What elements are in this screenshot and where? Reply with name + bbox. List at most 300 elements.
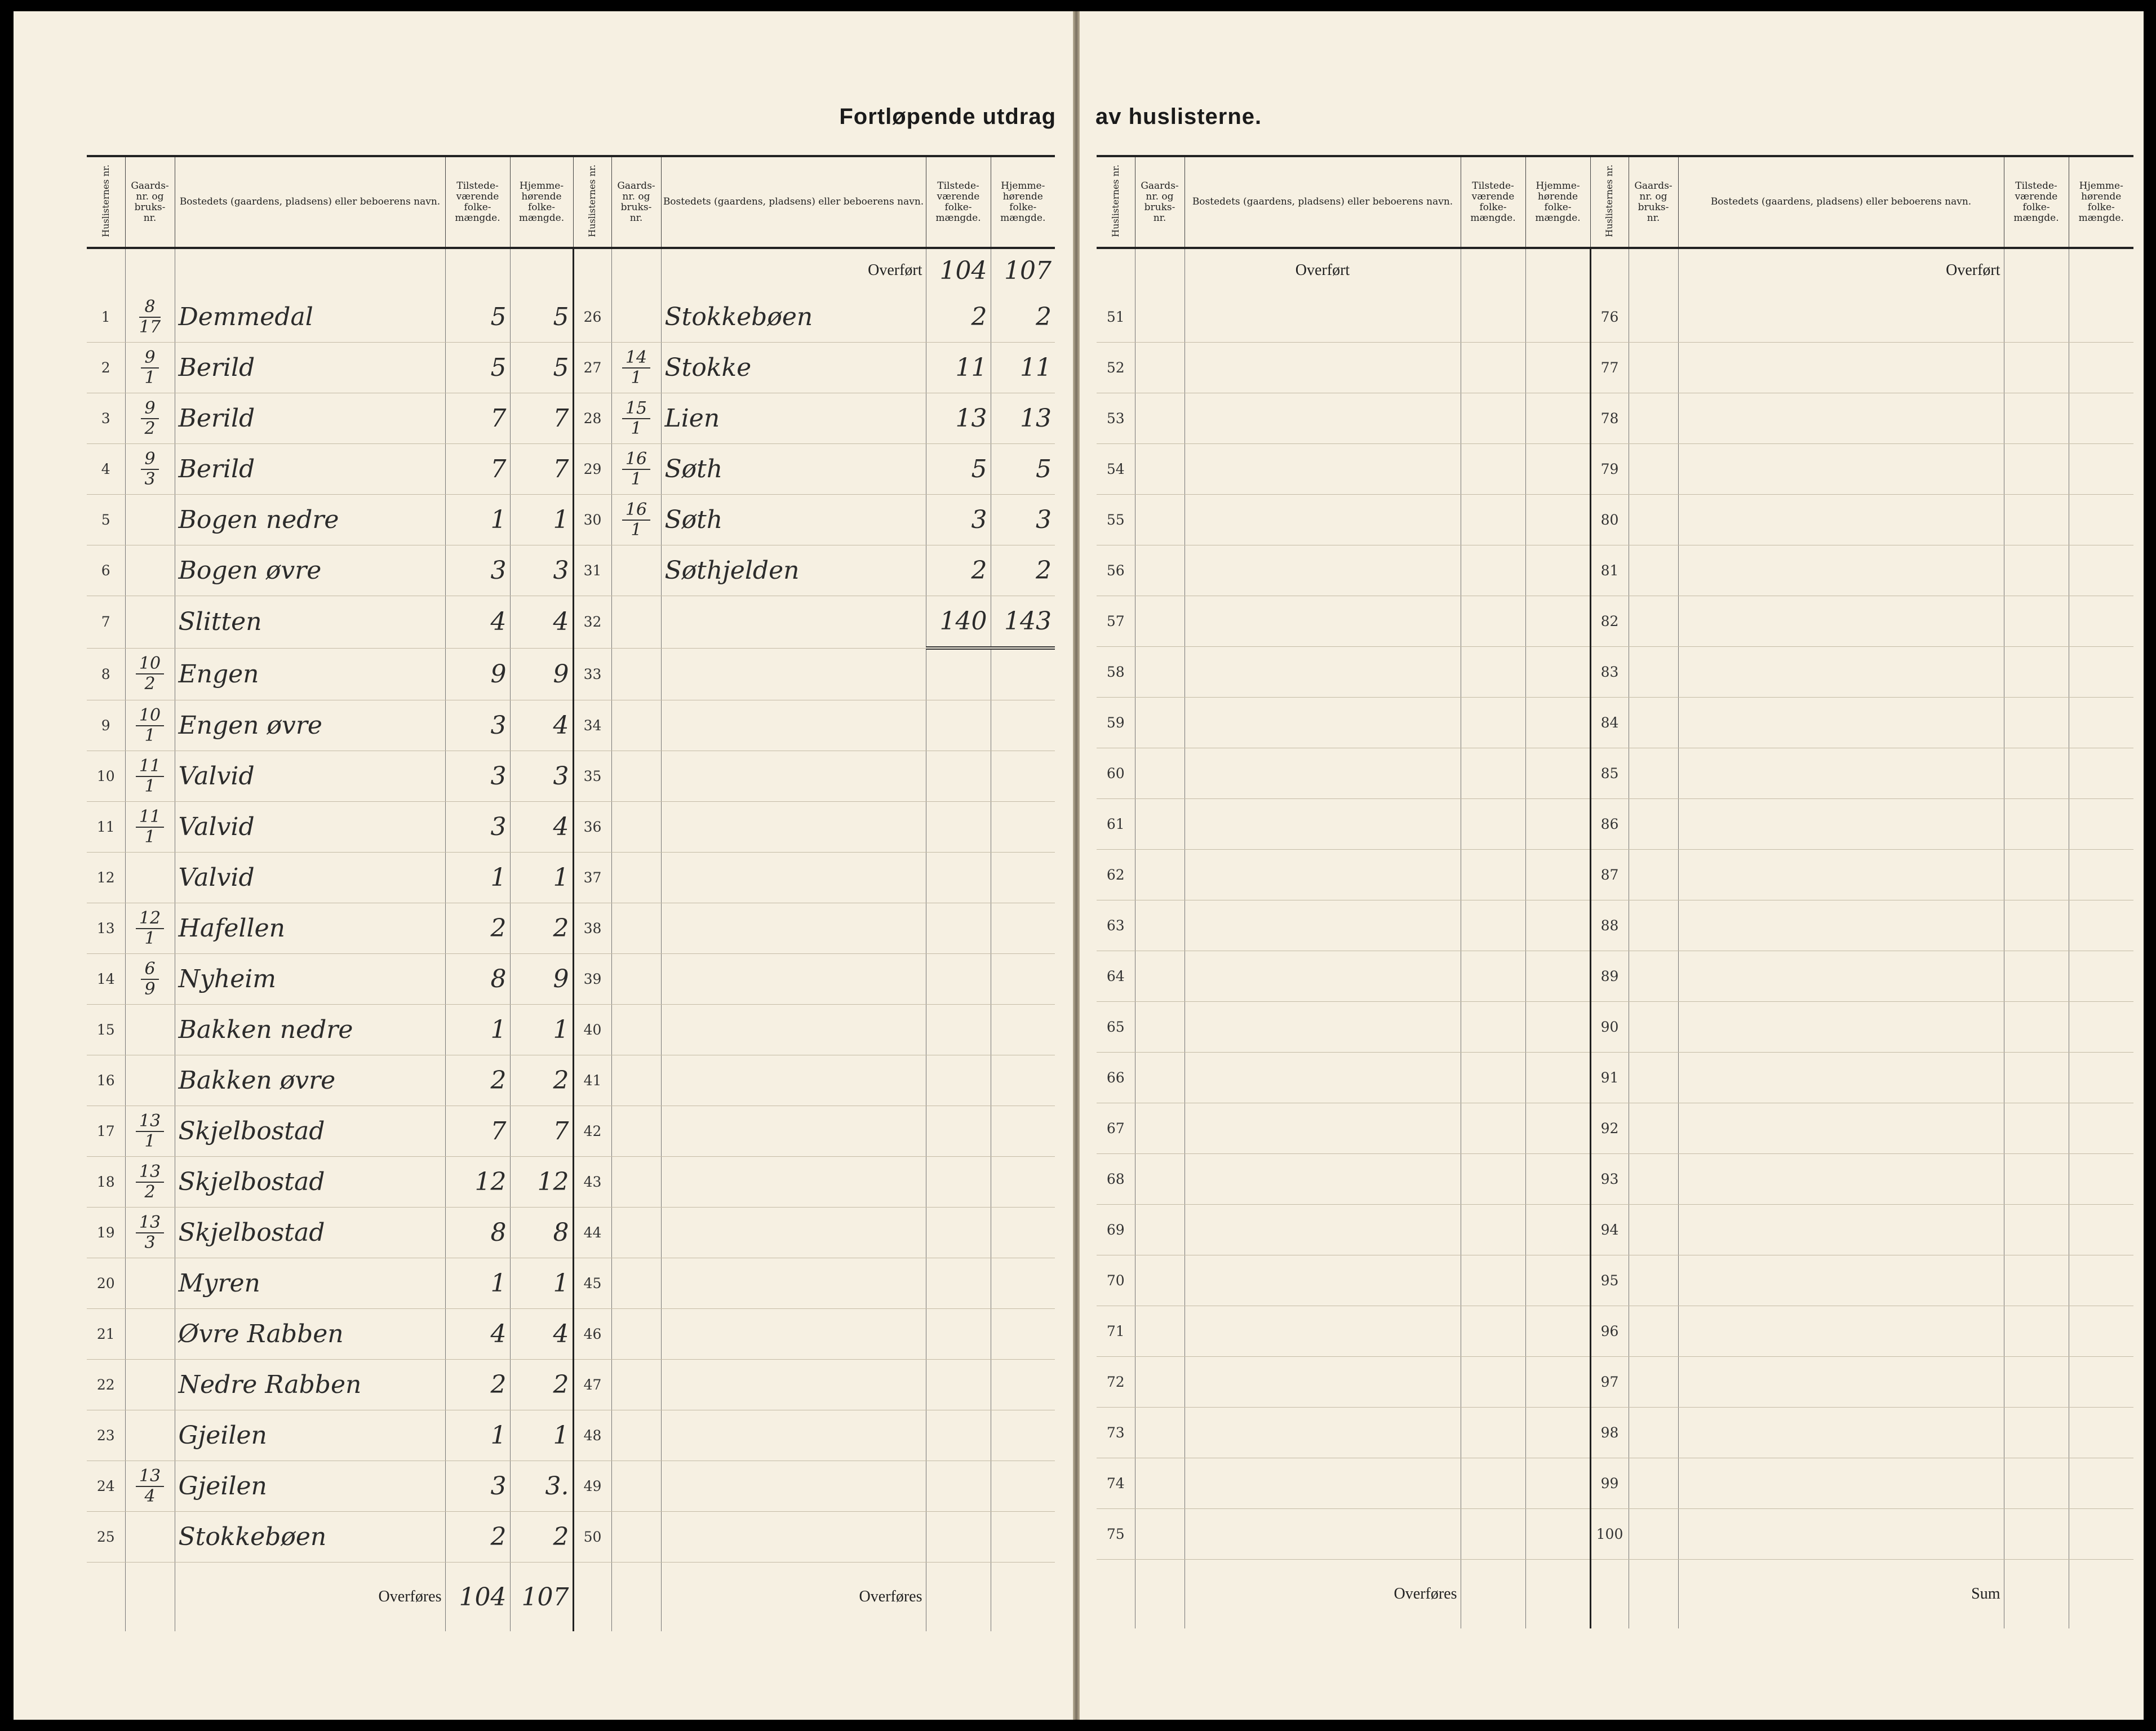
bosted-name: [1678, 647, 2004, 698]
overfores-label: Overføres: [1185, 1560, 1461, 1629]
bruks-nr: 1: [631, 520, 642, 540]
hjemme-value: 8: [510, 1208, 573, 1258]
hjemme-value: [1525, 647, 1590, 698]
table-row: [87, 444, 1055, 495]
header-bosted-2: Bostedets (gaardens, pladsens) eller beboerens navn.: [661, 156, 926, 248]
bosted-name: [661, 802, 926, 853]
header-hjemme-3: Hjemme- hørende folke- mængde.: [1525, 156, 1590, 248]
bosted-name: [1678, 1458, 2004, 1509]
header-row-right: [1097, 156, 2133, 248]
hjemme-value: [1525, 495, 1590, 545]
gaard-nr: 14: [622, 348, 650, 369]
tilstede-value: [2004, 1002, 2069, 1053]
header-bosted-4: Bostedets (gaardens, pladsens) eller beboerens navn.: [1678, 156, 2004, 248]
bosted-name: [1185, 647, 1461, 698]
bosted-name: Søthjelden: [661, 545, 926, 596]
tilstede-value: 2: [445, 1512, 510, 1563]
gaard-cell: [611, 1360, 661, 1410]
hjemme-value: [1525, 393, 1590, 444]
overfort-hjemme: 107: [991, 248, 1055, 292]
row-nr: 90: [1590, 1002, 1629, 1053]
hjemme-value: [1525, 1053, 1590, 1103]
row-nr: 95: [1590, 1255, 1629, 1306]
row-nr: 19: [87, 1208, 125, 1258]
bosted-name: Gjeilen: [175, 1461, 445, 1512]
bosted-name: [1678, 495, 2004, 545]
bosted-name: Berild: [175, 444, 445, 495]
bosted-name: Søth: [661, 444, 926, 495]
gaard-fraction: [622, 500, 650, 540]
row-nr: 13: [87, 903, 125, 954]
gaard-cell: [611, 700, 661, 751]
tilstede-value: [1461, 1002, 1525, 1053]
bosted-name: [661, 1512, 926, 1563]
row-nr: 1: [87, 292, 125, 343]
bosted-name: [1185, 393, 1461, 444]
gaard-nr: 12: [136, 909, 164, 929]
hjemme-value: 4: [510, 1309, 573, 1360]
tilstede-value: [1461, 698, 1525, 748]
bruks-nr: 1: [144, 776, 156, 796]
bruks-nr: 1: [144, 827, 156, 847]
blank-cell: [1461, 1560, 1525, 1629]
tilstede-value: [2004, 698, 2069, 748]
table-row: [87, 1410, 1055, 1461]
header-hjemme-2: Hjemme- hørende folke- mængde.: [991, 156, 1055, 248]
gaard-cell: [611, 1157, 661, 1208]
table-row: [1097, 1458, 2133, 1509]
gaard-cell: [1629, 596, 1678, 647]
gaard-cell: [1629, 1154, 1678, 1205]
bruks-nr: 1: [144, 1131, 156, 1151]
tilstede-value: [1461, 799, 1525, 850]
bosted-name: Valvid: [175, 751, 445, 802]
bosted-name: [661, 1461, 926, 1512]
overfores-hjemme: 107: [510, 1563, 573, 1632]
bruks-nr: 4: [144, 1486, 156, 1506]
table-row: [87, 596, 1055, 649]
tilstede-value: 5: [445, 343, 510, 393]
bosted-name: Berild: [175, 343, 445, 393]
gaard-cell: [611, 1055, 661, 1106]
row-nr: 74: [1097, 1458, 1135, 1509]
hjemme-value: 1: [510, 1258, 573, 1309]
gaard-cell: [1629, 1357, 1678, 1408]
bruks-nr: 3: [144, 469, 156, 489]
gaard-cell: [1135, 545, 1185, 596]
row-nr: 31: [573, 545, 611, 596]
tilstede-value: 11: [926, 343, 991, 393]
row-nr: 84: [1590, 698, 1629, 748]
hjemme-value: 3: [510, 545, 573, 596]
tilstede-value: 1: [445, 1005, 510, 1055]
table-row: [87, 1309, 1055, 1360]
hjemme-value: 1: [510, 1410, 573, 1461]
header-nr-4: Huslisternes nr.: [1590, 156, 1629, 248]
row-nr: 70: [1097, 1255, 1135, 1306]
table-row: [87, 1157, 1055, 1208]
tilstede-value: [1461, 545, 1525, 596]
gaard-cell: [1135, 748, 1185, 799]
gaard-cell: [1629, 343, 1678, 393]
tilstede-value: [926, 1258, 991, 1309]
hjemme-value: 7: [510, 393, 573, 444]
row-nr: 87: [1590, 850, 1629, 900]
sum-label: Sum: [1678, 1560, 2004, 1629]
table-row: [1097, 292, 2133, 343]
hjemme-value: [1525, 292, 1590, 343]
gaard-cell: [1135, 596, 1185, 647]
gaard-cell: [125, 1360, 175, 1410]
bruks-nr: 3: [144, 1232, 156, 1253]
blank-cell: [87, 248, 125, 292]
bosted-name: [1678, 1154, 2004, 1205]
row-nr: 25: [87, 1512, 125, 1563]
table-row: [1097, 444, 2133, 495]
gaard-cell: [1135, 799, 1185, 850]
row-nr: 76: [1590, 292, 1629, 343]
bosted-name: [1678, 1103, 2004, 1154]
table-row: [1097, 748, 2133, 799]
tilstede-value: 3: [926, 495, 991, 545]
gaard-cell: [1135, 647, 1185, 698]
gaard-nr: 15: [622, 399, 650, 419]
gaard-cell: [125, 1309, 175, 1360]
gaard-fraction: [141, 960, 158, 999]
tilstede-value: [2004, 393, 2069, 444]
row-nr: 38: [573, 903, 611, 954]
header-gaard-3: Gaards- nr. og bruks- nr.: [1135, 156, 1185, 248]
tilstede-value: [2004, 1103, 2069, 1154]
tilstede-value: [2004, 444, 2069, 495]
row-nr: 58: [1097, 647, 1135, 698]
hjemme-value: [1525, 698, 1590, 748]
row-nr: 66: [1097, 1053, 1135, 1103]
hjemme-value: [2069, 596, 2133, 647]
row-nr: 80: [1590, 495, 1629, 545]
tilstede-value: [2004, 1205, 2069, 1255]
bosted-name: [1185, 1154, 1461, 1205]
blank-cell: [1461, 248, 1525, 292]
gaard-cell: [1629, 1103, 1678, 1154]
gaard-cell: [125, 1055, 175, 1106]
gaard-nr: 13: [136, 1213, 164, 1233]
bosted-name: [1185, 1103, 1461, 1154]
row-nr: 9: [87, 700, 125, 751]
row-nr: 39: [573, 954, 611, 1005]
table-row: [87, 802, 1055, 853]
blank-cell: [125, 248, 175, 292]
row-nr: 69: [1097, 1205, 1135, 1255]
hjemme-value: [2069, 748, 2133, 799]
blank-cell: [2069, 248, 2133, 292]
row-nr: 81: [1590, 545, 1629, 596]
hjemme-value: [991, 1512, 1055, 1563]
blank-cell: [510, 248, 573, 292]
gaard-fraction: [622, 450, 650, 489]
header-hjemme: Hjemme- hørende folke- mængde.: [510, 156, 573, 248]
gaard-fraction: [622, 348, 650, 388]
tilstede-value: [926, 1208, 991, 1258]
hjemme-value: [991, 751, 1055, 802]
overfores-label-2: Overføres: [661, 1563, 926, 1632]
bosted-name: Øvre Rabben: [175, 1309, 445, 1360]
row-nr: 16: [87, 1055, 125, 1106]
bosted-name: Skjelbostad: [175, 1106, 445, 1157]
gaard-fraction: [141, 399, 158, 438]
hjemme-value: [2069, 1306, 2133, 1357]
hjemme-value: 4: [510, 596, 573, 649]
tilstede-value: [2004, 951, 2069, 1002]
row-nr: 42: [573, 1106, 611, 1157]
row-nr: 2: [87, 343, 125, 393]
table-row: [1097, 1408, 2133, 1458]
row-nr: 89: [1590, 951, 1629, 1002]
blank-cell: [445, 248, 510, 292]
tilstede-value: 3: [445, 700, 510, 751]
hjemme-value: [1525, 951, 1590, 1002]
hjemme-value: [2069, 1255, 2133, 1306]
bosted-name: [1678, 1205, 2004, 1255]
gaard-nr: 11: [136, 807, 164, 828]
gaard-cell: [1629, 951, 1678, 1002]
header-hjemme-4: Hjemme- hørende folke- mængde.: [2069, 156, 2133, 248]
gaard-nr: 13: [136, 1467, 164, 1487]
hjemme-value: [1525, 1103, 1590, 1154]
gaard-cell: [1135, 1357, 1185, 1408]
bosted-name: [1185, 444, 1461, 495]
tilstede-value: [926, 1005, 991, 1055]
gaard-cell: [1629, 647, 1678, 698]
gaard-cell: [611, 343, 661, 393]
gaard-cell: [611, 1512, 661, 1563]
tilstede-value: 3: [445, 751, 510, 802]
bosted-name: [1678, 1306, 2004, 1357]
gaard-nr: 10: [136, 654, 164, 674]
tilstede-value: [1461, 1255, 1525, 1306]
gaard-cell: [611, 1208, 661, 1258]
gaard-cell: [611, 444, 661, 495]
bosted-name: [661, 1055, 926, 1106]
blank-cell: [573, 1563, 611, 1632]
gaard-cell: [611, 648, 661, 700]
row-nr: 93: [1590, 1154, 1629, 1205]
tilstede-value: [1461, 343, 1525, 393]
book-gutter: [1073, 11, 1080, 1720]
tilstede-value: [1461, 900, 1525, 951]
hjemme-value: [2069, 393, 2133, 444]
tilstede-value: [926, 954, 991, 1005]
row-nr: 65: [1097, 1002, 1135, 1053]
tilstede-value: [2004, 1154, 2069, 1205]
tilstede-value: 7: [445, 393, 510, 444]
bosted-name: [661, 853, 926, 903]
tilstede-value: [926, 1461, 991, 1512]
bosted-name: Søth: [661, 495, 926, 545]
hjemme-value: 5: [510, 292, 573, 343]
row-nr: 7: [87, 596, 125, 649]
hjemme-value: [991, 903, 1055, 954]
bosted-name: [1185, 900, 1461, 951]
row-nr: 75: [1097, 1509, 1135, 1560]
row-nr: 40: [573, 1005, 611, 1055]
row-nr: 97: [1590, 1357, 1629, 1408]
row-nr: 51: [1097, 292, 1135, 343]
table-row: [1097, 850, 2133, 900]
bosted-name: Stokkebøen: [661, 292, 926, 343]
tilstede-value: [1461, 1509, 1525, 1560]
hjemme-value: [1525, 900, 1590, 951]
table-row: [1097, 951, 2133, 1002]
row-nr: 54: [1097, 444, 1135, 495]
row-nr: 21: [87, 1309, 125, 1360]
table-row: [1097, 343, 2133, 393]
gaard-cell: [1629, 1306, 1678, 1357]
gaard-cell: [1135, 1255, 1185, 1306]
gaard-cell: [1629, 1408, 1678, 1458]
gaard-cell: [125, 1461, 175, 1512]
tilstede-value: [2004, 1509, 2069, 1560]
tilstede-value: [2004, 1357, 2069, 1408]
bosted-name: [661, 954, 926, 1005]
header-bosted: Bostedets (gaardens, pladsens) eller beboerens navn.: [175, 156, 445, 248]
bosted-name: Nedre Rabben: [175, 1360, 445, 1410]
tilstede-value: 4: [445, 1309, 510, 1360]
tilstede-value: [2004, 1458, 2069, 1509]
hjemme-value: 2: [510, 1512, 573, 1563]
row-nr: 15: [87, 1005, 125, 1055]
tilstede-value: [2004, 799, 2069, 850]
tilstede-value: [926, 751, 991, 802]
hjemme-value: [2069, 951, 2133, 1002]
bosted-name: [1185, 1053, 1461, 1103]
bosted-name: [1678, 1509, 2004, 1560]
gaard-cell: [1135, 1408, 1185, 1458]
table-row: [1097, 1053, 2133, 1103]
bosted-name: [661, 1360, 926, 1410]
bosted-name: [1185, 1408, 1461, 1458]
hjemme-value: 4: [510, 802, 573, 853]
row-nr: 4: [87, 444, 125, 495]
gaard-cell: [1629, 1509, 1678, 1560]
tilstede-value: [1461, 596, 1525, 647]
row-nr: 27: [573, 343, 611, 393]
hjemme-value: [1525, 1154, 1590, 1205]
gaard-cell: [1629, 1205, 1678, 1255]
hjemme-value: 4: [510, 700, 573, 751]
hjemme-value: 1: [510, 1005, 573, 1055]
header-gaard-4: Gaards- nr. og bruks- nr.: [1629, 156, 1678, 248]
hjemme-value: [1525, 1002, 1590, 1053]
gaard-cell: [125, 700, 175, 751]
gaard-cell: [1135, 1002, 1185, 1053]
row-nr: 49: [573, 1461, 611, 1512]
overfores-label: Overføres: [175, 1563, 445, 1632]
hjemme-value: [991, 1005, 1055, 1055]
row-nr: 10: [87, 751, 125, 802]
overfort-label-2: Overført: [1678, 248, 2004, 292]
hjemme-value: [991, 1157, 1055, 1208]
bruks-nr: 1: [631, 418, 642, 438]
hjemme-value: [991, 1106, 1055, 1157]
blank-cell: [1525, 1560, 1590, 1629]
tilstede-value: 2: [445, 1360, 510, 1410]
hjemme-value: 2: [991, 292, 1055, 343]
table-row: [1097, 900, 2133, 951]
gaard-fraction: [136, 909, 164, 948]
bosted-name: [1678, 444, 2004, 495]
row-nr: 20: [87, 1258, 125, 1309]
gaard-cell: [611, 545, 661, 596]
tilstede-value: 1: [445, 853, 510, 903]
table-row: [87, 648, 1055, 700]
gaard-cell: [1629, 495, 1678, 545]
bruks-nr: 2: [144, 418, 156, 438]
table-row: [1097, 799, 2133, 850]
tilstede-value: 140: [926, 596, 991, 649]
row-nr: 46: [573, 1309, 611, 1360]
gaard-cell: [1135, 850, 1185, 900]
gaard-cell: [125, 596, 175, 649]
bosted-name: [1678, 1053, 2004, 1103]
table-row: [87, 1461, 1055, 1512]
bruks-nr: 1: [144, 725, 156, 745]
tilstede-value: [926, 1410, 991, 1461]
gaard-cell: [1135, 1205, 1185, 1255]
gaard-cell: [1135, 698, 1185, 748]
tilstede-value: 4: [445, 596, 510, 649]
row-nr: 11: [87, 802, 125, 853]
hjemme-value: [991, 802, 1055, 853]
gaard-cell: [125, 1208, 175, 1258]
row-nr: 71: [1097, 1306, 1135, 1357]
tilstede-value: 3: [445, 802, 510, 853]
hjemme-value: [2069, 1357, 2133, 1408]
carry-forward-row: [1097, 1560, 2133, 1629]
gaard-cell: [1629, 393, 1678, 444]
row-nr: 17: [87, 1106, 125, 1157]
tilstede-value: [2004, 850, 2069, 900]
row-nr: 73: [1097, 1408, 1135, 1458]
gaard-cell: [1629, 1053, 1678, 1103]
gaard-nr: 13: [136, 1112, 164, 1132]
tilstede-value: [1461, 1357, 1525, 1408]
tilstede-value: [926, 903, 991, 954]
gaard-cell: [611, 954, 661, 1005]
bosted-name: [661, 903, 926, 954]
row-nr: 72: [1097, 1357, 1135, 1408]
gaard-nr: 13: [136, 1162, 164, 1183]
tilstede-value: 3: [445, 545, 510, 596]
bosted-name: Skjelbostad: [175, 1208, 445, 1258]
row-nr: 79: [1590, 444, 1629, 495]
left-page: [14, 11, 1073, 1720]
blank-cell: [1135, 1560, 1185, 1629]
bosted-name: [1678, 900, 2004, 951]
bosted-name: [1185, 951, 1461, 1002]
header-tilstede: Tilstede- værende folke- mængde.: [445, 156, 510, 248]
gaard-fraction: [136, 1467, 164, 1506]
bosted-name: Myren: [175, 1258, 445, 1309]
bosted-name: [661, 648, 926, 700]
bosted-name: Engen: [175, 648, 445, 700]
hjemme-value: [2069, 1053, 2133, 1103]
gaard-cell: [1135, 495, 1185, 545]
table-row: [87, 343, 1055, 393]
table-row: [87, 700, 1055, 751]
gaard-cell: [125, 292, 175, 343]
bosted-name: Valvid: [175, 853, 445, 903]
